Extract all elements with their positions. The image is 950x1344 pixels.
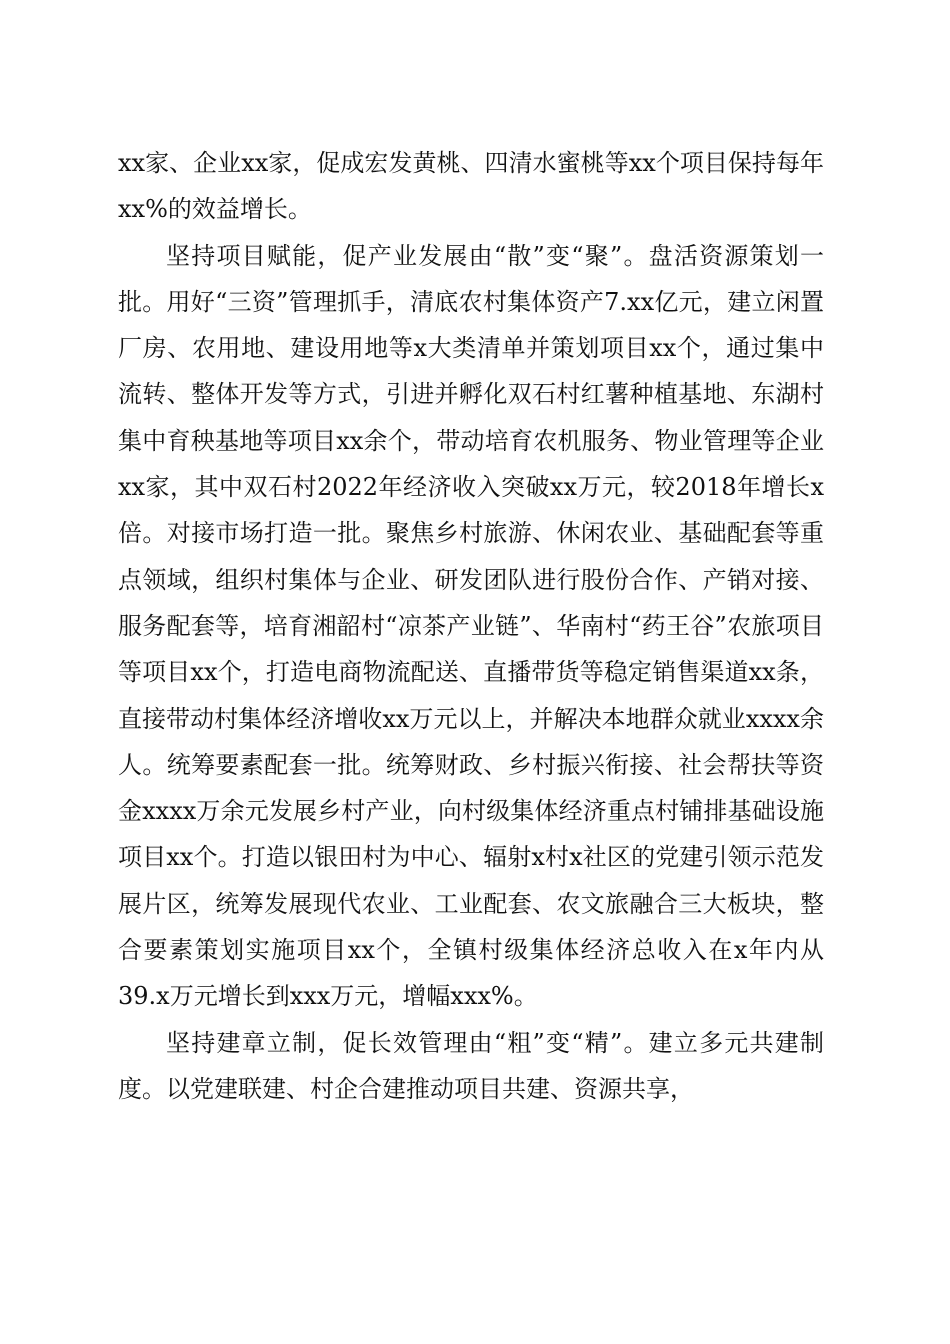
paragraph-rules-system: 坚持建章立制，促长效管理由“粗”变“精”。建立多元共建制度。以党建联建、村企合建推动项目共建、资源共享，: [118, 1028, 824, 1103]
document-body: [118, 140, 824, 1112]
paragraph-project-empowerment: 坚持项目赋能，促产业发展由“散”变“聚”。盘活资源策划一批。用好“三资”管理抓手，清底农村集体资产7.xx亿元，建立闲置厂房、农用地、建设用地等x大类清单并策划项目xx个，通过集中流转、整体开发等方式，引进并孵化双石村红薯种植基地、东湖村集中育秧基地等项目xx余个，带动培育农机服务、物业管理等企业xx家，其中双石村2022年经济收入突破xx万元，较2018年增长x倍。对接市场打造一批。聚焦乡村旅游、休闲农业、基础配套等重点领域，组织村集体与企业、研发团队进行股份合作、产销对接、服务配套等，培育湘韶村“凉茶产业链”、华南村“药王谷”农旅项目等项目xx个，打造电商物流配送、直播带货等稳定销售渠道xx条，直接带动村集体经济增收xx万元以上，并解决本地群众就业xxxx余人。统筹要素配套一批。统筹财政、乡村振兴衔接、社会帮扶等资金xxxx万余元发展乡村产业，向村级集体经济重点村铺排基础设施项目xx个。打造以银田村为中心、辐射x村x社区的党建引领示范发展片区，统筹发展现代农业、工业配套、农文旅融合三大板块，整合要素策划实施项目xx个，全镇村级集体经济总收入在x年内从39.x万元增长到xxx万元，增幅xxx%。: [118, 241, 824, 1011]
paragraph-continuation: xx家、企业xx家，促成宏发黄桃、四清水蜜桃等xx个项目保持每年xx%的效益增长。: [118, 149, 824, 224]
